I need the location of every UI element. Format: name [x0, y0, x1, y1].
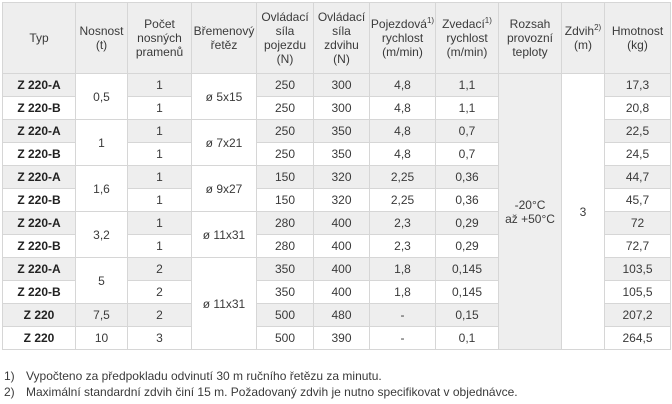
- header-teploty: Rozsah provozní teploty: [499, 3, 562, 74]
- cell-typ: Z 220: [3, 304, 76, 327]
- cell-zvedaci-rychlost: 0,145: [436, 258, 499, 281]
- cell-zvedaci-rychlost: 0,15: [436, 304, 499, 327]
- cell-nosnost: 0,5: [76, 74, 128, 120]
- cell-pocet: 2: [128, 304, 192, 327]
- cell-pocet: 1: [128, 235, 192, 258]
- cell-retez: ø 11x31: [192, 258, 257, 350]
- footnote-2: 2) Maximální standardní zdvih činí 15 m. Požadovaný zdvih je nutno specifikovat v objednávce.: [4, 385, 518, 399]
- cell-typ: Z 220-A: [3, 258, 76, 281]
- cell-sila-zdvihu: 400: [314, 281, 370, 304]
- cell-typ: Z 220-B: [3, 189, 76, 212]
- header-hmotnost: Hmotnost (kg): [605, 3, 671, 74]
- cell-pojezdova-rychlost: 2,3: [370, 235, 436, 258]
- cell-typ: Z 220-A: [3, 166, 76, 189]
- cell-typ: Z 220-A: [3, 74, 76, 97]
- cell-pocet: 1: [128, 212, 192, 235]
- cell-hmotnost: 45,7: [605, 189, 671, 212]
- cell-sila-zdvihu: 400: [314, 235, 370, 258]
- cell-sila-pojezdu: 250: [257, 143, 314, 166]
- cell-typ: Z 220-B: [3, 143, 76, 166]
- cell-zvedaci-rychlost: 1,1: [436, 97, 499, 120]
- cell-sila-pojezdu: 250: [257, 74, 314, 97]
- cell-zvedaci-rychlost: 0,145: [436, 281, 499, 304]
- cell-hmotnost: 72: [605, 212, 671, 235]
- cell-pocet: 1: [128, 74, 192, 97]
- cell-sila-pojezdu: 350: [257, 281, 314, 304]
- cell-typ: Z 220-B: [3, 235, 76, 258]
- cell-zvedaci-rychlost: 0,7: [436, 120, 499, 143]
- cell-sila-pojezdu: 280: [257, 212, 314, 235]
- cell-pocet: 3: [128, 327, 192, 350]
- cell-pojezdova-rychlost: 2,3: [370, 212, 436, 235]
- cell-retez: ø 5x15: [192, 74, 257, 120]
- cell-sila-zdvihu: 400: [314, 258, 370, 281]
- cell-sila-pojezdu: 150: [257, 189, 314, 212]
- footnotes: [4, 368, 518, 400]
- cell-zdvih: 3: [562, 74, 605, 350]
- cell-hmotnost: 20,8: [605, 97, 671, 120]
- header-retez: Břemenový řetěz: [192, 3, 257, 74]
- cell-sila-zdvihu: 350: [314, 143, 370, 166]
- header-zdvih: Zdvih$^{2)}$ (m): [562, 3, 605, 74]
- cell-sila-pojezdu: 280: [257, 235, 314, 258]
- cell-retez: ø 9x27: [192, 166, 257, 212]
- cell-sila-pojezdu: 500: [257, 304, 314, 327]
- table-row: [3, 74, 671, 97]
- footnote-1: 1) Vypočteno za předpokladu odvinutí 30 m ručního řetězu za minutu.: [4, 369, 382, 383]
- cell-retez: ø 11x31: [192, 212, 257, 258]
- cell-sila-pojezdu: 250: [257, 120, 314, 143]
- cell-typ: Z 220-B: [3, 281, 76, 304]
- cell-pocet: 1: [128, 97, 192, 120]
- cell-nosnost: 7,5: [76, 304, 128, 327]
- cell-nosnost: 1,6: [76, 166, 128, 212]
- cell-pojezdova-rychlost: 1,8: [370, 281, 436, 304]
- cell-sila-pojezdu: 350: [257, 258, 314, 281]
- cell-hmotnost: 24,5: [605, 143, 671, 166]
- cell-nosnost: 1: [76, 120, 128, 166]
- cell-pojezdova-rychlost: -: [370, 327, 436, 350]
- cell-pocet: 1: [128, 120, 192, 143]
- header-nosnost: Nosnost (t): [76, 3, 128, 74]
- cell-sila-zdvihu: 350: [314, 120, 370, 143]
- cell-zvedaci-rychlost: 0,36: [436, 166, 499, 189]
- cell-hmotnost: 72,7: [605, 235, 671, 258]
- header-zvedaci-rychlost: Zvedací$^{1)}$ rychlost (m/min): [436, 3, 499, 74]
- cell-nosnost: 3,2: [76, 212, 128, 258]
- header-sila-pojezdu: Ovládací síla pojezdu (N): [257, 3, 314, 74]
- table-body: [3, 74, 671, 350]
- cell-hmotnost: 105,5: [605, 281, 671, 304]
- cell-pojezdova-rychlost: 4,8: [370, 74, 436, 97]
- cell-pojezdova-rychlost: -: [370, 304, 436, 327]
- cell-hmotnost: 103,5: [605, 258, 671, 281]
- cell-zvedaci-rychlost: 1,1: [436, 74, 499, 97]
- cell-zvedaci-rychlost: 0,7: [436, 143, 499, 166]
- header-pojezdova-rychlost: Pojezdová$^{1)}$ rychlost (m/min): [370, 3, 436, 74]
- cell-teploty: -20°C až +50°C: [499, 74, 562, 350]
- cell-sila-pojezdu: 250: [257, 97, 314, 120]
- cell-pojezdova-rychlost: 4,8: [370, 120, 436, 143]
- header-sila-zdvihu: Ovládací síla zdvihu (N): [314, 3, 370, 74]
- cell-zvedaci-rychlost: 0,36: [436, 189, 499, 212]
- cell-sila-zdvihu: 480: [314, 304, 370, 327]
- header-pocet: Počet nosných pramenů: [128, 3, 192, 74]
- cell-sila-zdvihu: 390: [314, 327, 370, 350]
- cell-sila-zdvihu: 300: [314, 97, 370, 120]
- cell-nosnost: 10: [76, 327, 128, 350]
- cell-typ: Z 220: [3, 327, 76, 350]
- cell-zvedaci-rychlost: 0,29: [436, 212, 499, 235]
- specification-table: [2, 2, 671, 350]
- cell-sila-zdvihu: 300: [314, 74, 370, 97]
- cell-sila-zdvihu: 320: [314, 166, 370, 189]
- cell-pocet: 2: [128, 258, 192, 281]
- cell-pojezdova-rychlost: 4,8: [370, 143, 436, 166]
- cell-zvedaci-rychlost: 0,1: [436, 327, 499, 350]
- cell-typ: Z 220-A: [3, 120, 76, 143]
- cell-pojezdova-rychlost: 2,25: [370, 166, 436, 189]
- cell-typ: Z 220-B: [3, 97, 76, 120]
- cell-sila-pojezdu: 500: [257, 327, 314, 350]
- cell-pocet: 1: [128, 143, 192, 166]
- cell-sila-zdvihu: 320: [314, 189, 370, 212]
- cell-pojezdova-rychlost: 4,8: [370, 97, 436, 120]
- cell-pojezdova-rychlost: 2,25: [370, 189, 436, 212]
- table-header: [3, 3, 671, 74]
- cell-retez: ø 7x21: [192, 120, 257, 166]
- cell-hmotnost: 22,5: [605, 120, 671, 143]
- cell-nosnost: 5: [76, 258, 128, 304]
- cell-hmotnost: 17,3: [605, 74, 671, 97]
- cell-hmotnost: 207,2: [605, 304, 671, 327]
- cell-hmotnost: 44,7: [605, 166, 671, 189]
- cell-pocet: 1: [128, 166, 192, 189]
- cell-typ: Z 220-A: [3, 212, 76, 235]
- cell-sila-pojezdu: 150: [257, 166, 314, 189]
- cell-zvedaci-rychlost: 0,29: [436, 235, 499, 258]
- cell-sila-zdvihu: 400: [314, 212, 370, 235]
- cell-hmotnost: 264,5: [605, 327, 671, 350]
- cell-pojezdova-rychlost: 1,8: [370, 258, 436, 281]
- header-typ: Typ: [3, 3, 76, 74]
- cell-pocet: 1: [128, 189, 192, 212]
- cell-pocet: 2: [128, 281, 192, 304]
